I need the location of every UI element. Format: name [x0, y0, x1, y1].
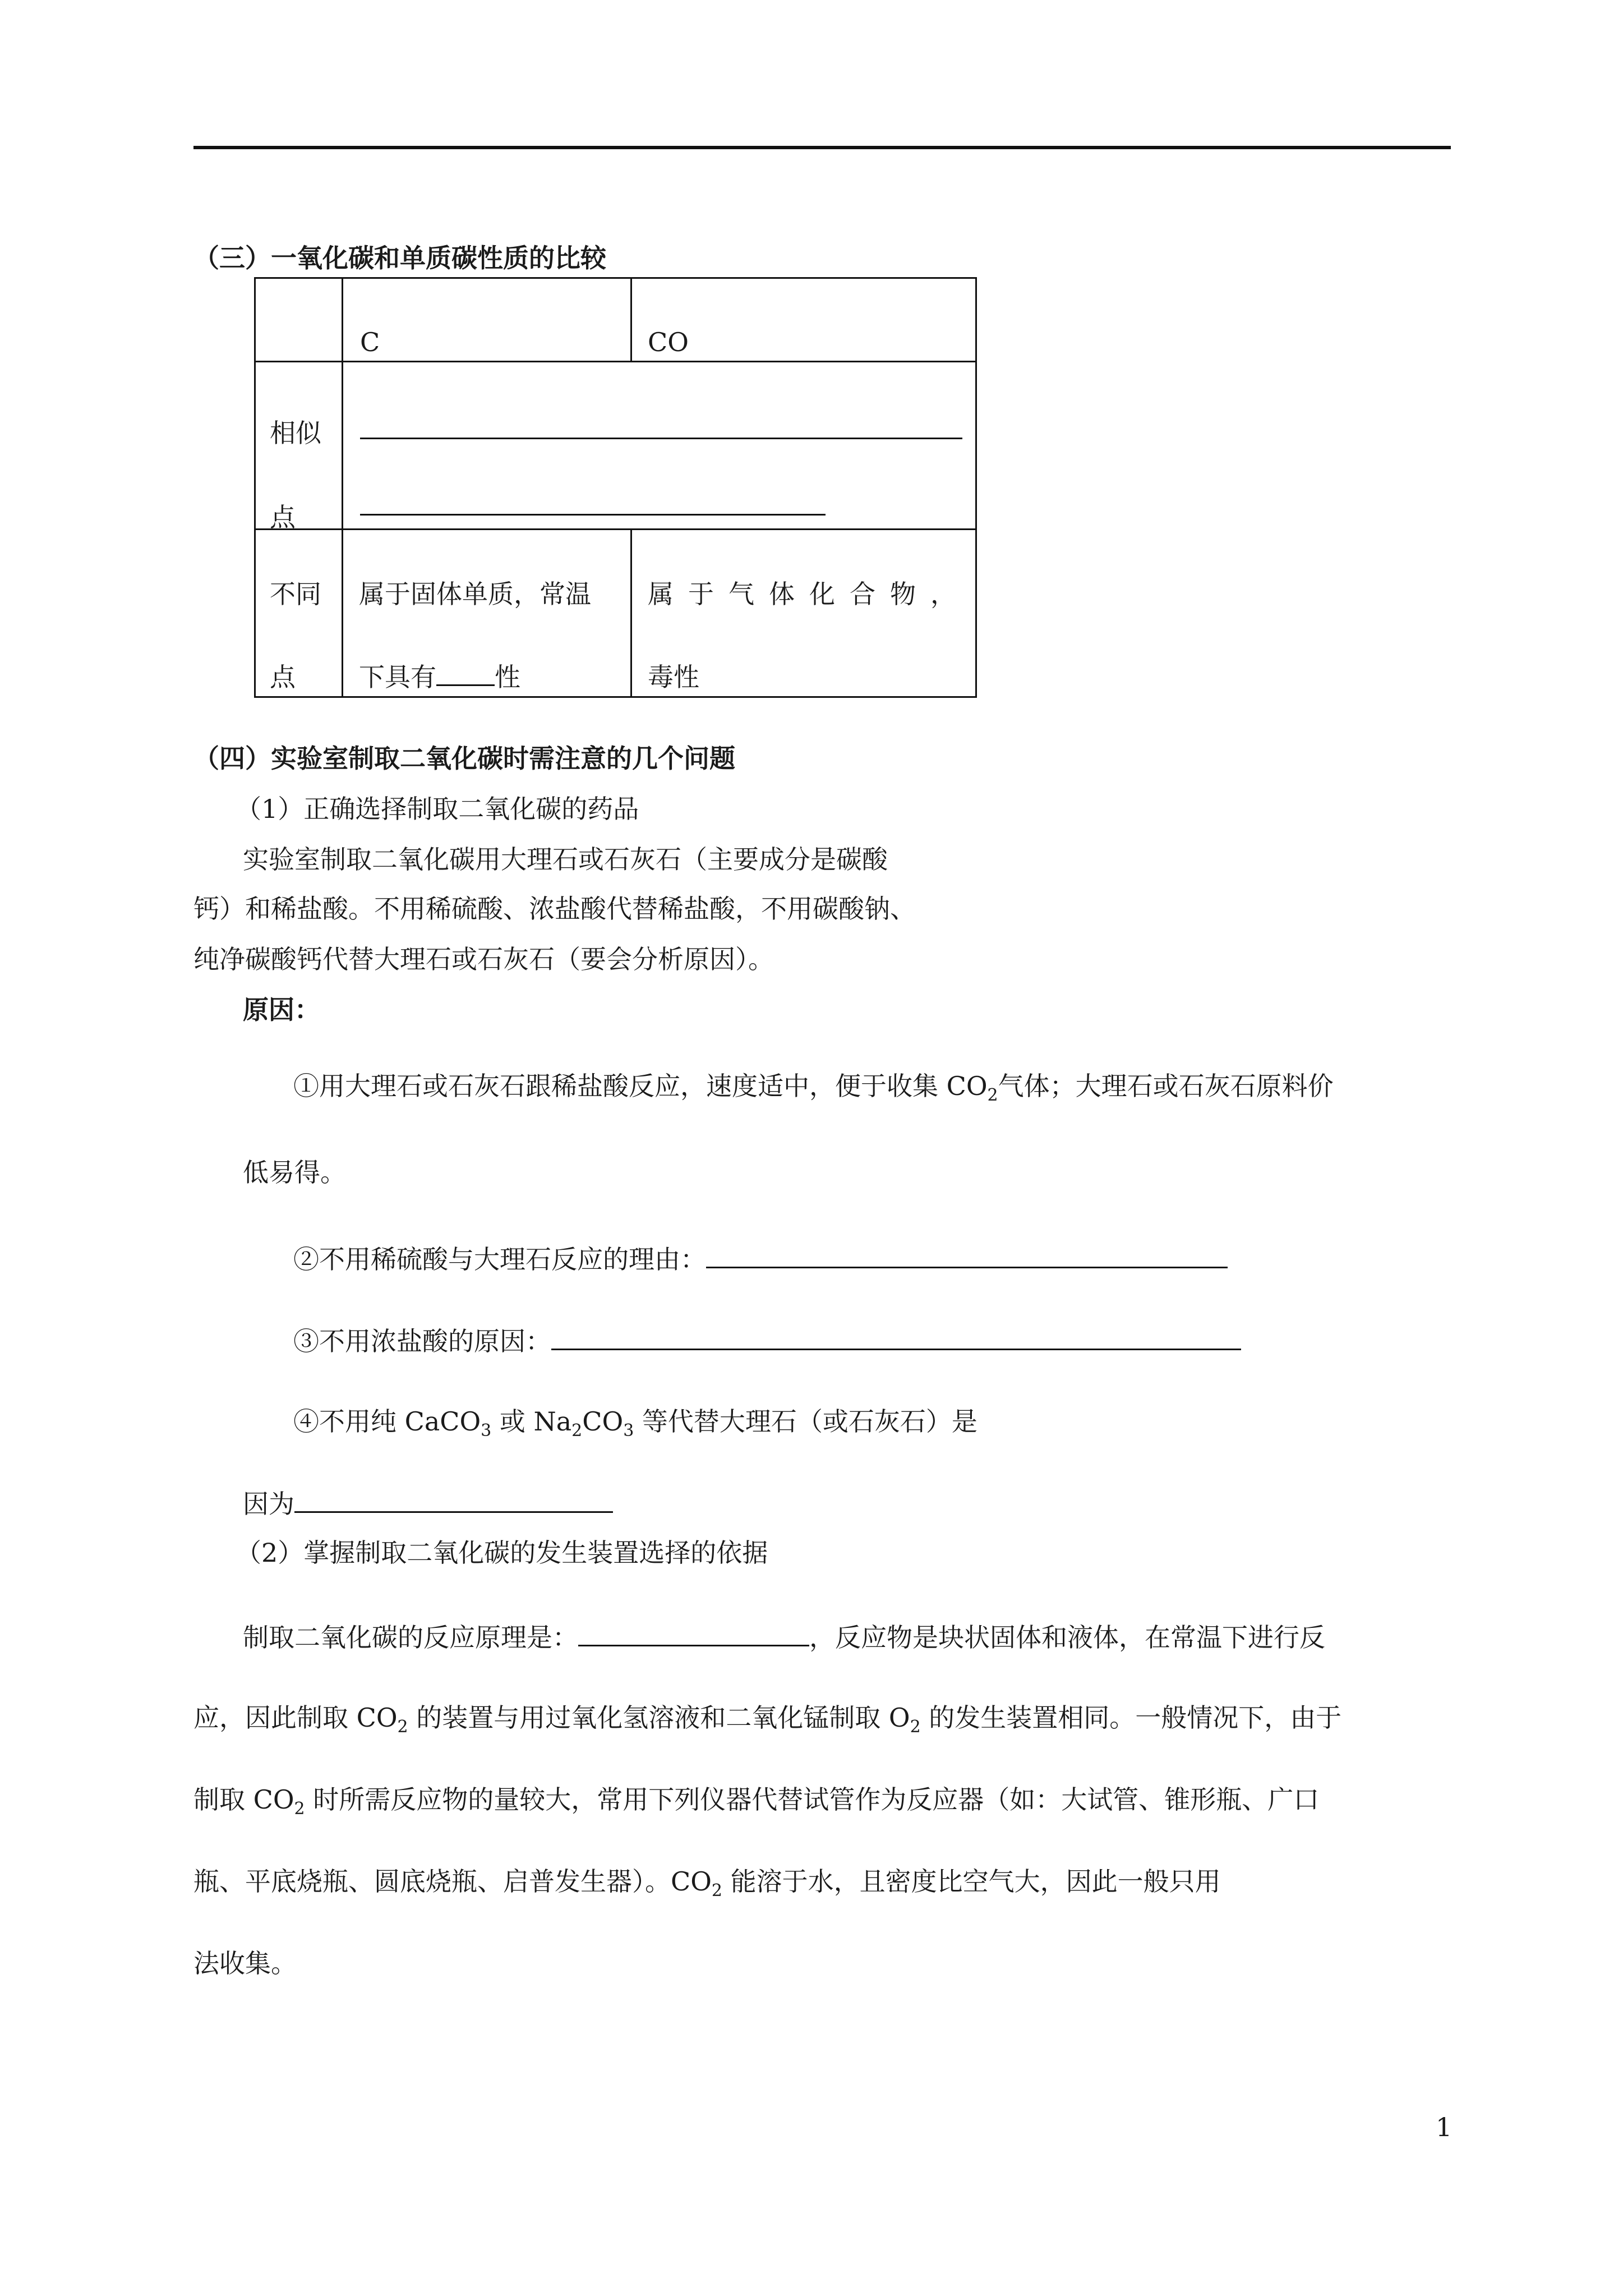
reason-4-line1: ④不用纯 CaCO$_3$ 或 $Na_2CO_3$ 等代替大理石（或石灰石）是 — [293, 1406, 978, 1441]
para1-line3: 纯净碳酸钙代替大理石或石灰石（要会分析原因）。 — [193, 944, 774, 974]
reason-4-blank[interactable] — [294, 1485, 613, 1513]
c-property-blank[interactable] — [436, 659, 495, 686]
similar-blank-line-2[interactable] — [360, 514, 826, 516]
row-label-similar: 相似 点 — [255, 362, 343, 530]
para2-line1: 制取二氧化碳的反应原理是： ，反应物是块状固体和液体，在常温下进行反 — [243, 1619, 1325, 1654]
table-header-co: CO — [631, 278, 976, 362]
row-label-different: 不同 点 — [255, 530, 343, 697]
item1-title: （1）正确选择制取二氧化碳的药品 — [236, 794, 639, 824]
reason-label: 原因： — [243, 995, 320, 1025]
reaction-principle-blank[interactable] — [578, 1619, 809, 1646]
reason-4-line2: 因为 — [243, 1485, 613, 1521]
table-corner-cell — [255, 278, 343, 362]
comparison-table — [254, 277, 977, 698]
reason-2: ②不用稀硫酸与大理石反应的理由： — [293, 1241, 1228, 1276]
c-difference-cell: 属于固体单质，常温 下具有 性 — [343, 530, 631, 697]
reason-2-blank[interactable] — [706, 1241, 1228, 1268]
co-difference-cell: 属于气体化合物， 毒性 — [631, 530, 976, 697]
section4-heading: （四）实验室制取二氧化碳时需注意的几个问题 — [193, 743, 735, 774]
reason-3: ③不用浓盐酸的原因： — [293, 1323, 1241, 1358]
header-rule — [193, 146, 1451, 149]
item2-title: （2）掌握制取二氧化碳的发生装置选择的依据 — [236, 1538, 768, 1568]
para2-line5: 法收集。 — [193, 1948, 297, 1978]
reason-1-line2: 低易得。 — [243, 1157, 346, 1188]
para1-line2: 钙）和稀盐酸。不用稀硫酸、浓盐酸代替稀盐酸，不用碳酸钠、 — [193, 894, 916, 924]
similar-answer-cell — [343, 362, 976, 530]
reason-1-line1: ①用大理石或石灰石跟稀盐酸反应，速度适中，便于收集 $CO_2$气体；大理石或石灰石原料价 — [293, 1071, 1334, 1105]
para1-line1: 实验室制取二氧化碳用大理石或石灰石（主要成分是碳酸 — [243, 844, 888, 875]
para2-line2: 应，因此制取 $CO_2$ 的装置与用过氧化氢溶液和二氧化锰制取 $O_2$ 的发生装置相同。一般情况下，由于 — [193, 1703, 1342, 1737]
similar-blank-line-1[interactable] — [360, 438, 962, 439]
page-number: 1 — [1436, 2112, 1453, 2142]
reason-3-blank[interactable] — [551, 1323, 1241, 1350]
para2-line4: 瓶、平底烧瓶、圆底烧瓶、启普发生器）。$CO_2$ 能溶于水，且密度比空气大，因此一般只用 — [193, 1866, 1221, 1901]
section3-heading: （三）一氧化碳和单质碳性质的比较 — [193, 243, 606, 273]
table-header-c: C — [343, 278, 631, 362]
para2-line3: 制取 $CO_2$ 时所需反应物的量较大，常用下列仪器代替试管作为反应器（如：大试管、锥形瓶、广口 — [193, 1784, 1320, 1819]
